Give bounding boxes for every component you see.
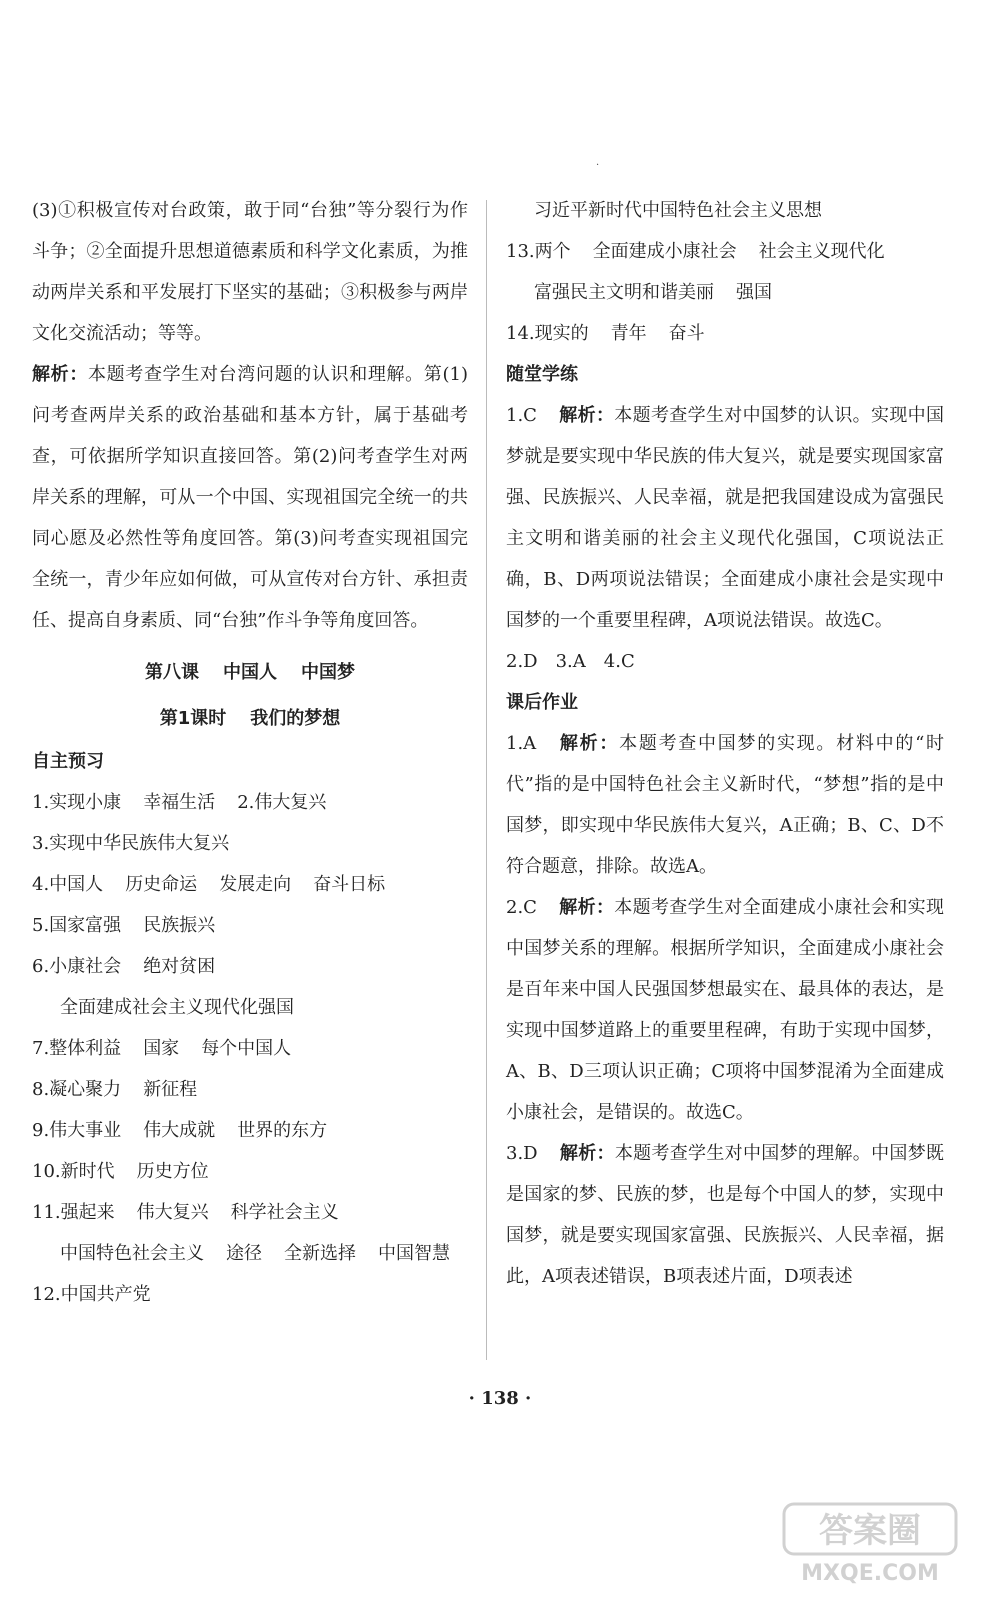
answer-item: 1.C 解析：本题考查学生对中国梦的认识。实现中国梦就是要实现中华民族的伟大复兴，就是要实现国家富强、民族振兴、人民幸福，就是把我国建设成为富强民主文明和谐美丽的社会主义现代化强国，C项说法正确，B、D两项说法错误；全面建成小康社会是实现中国梦的一个重要里程碑，A项说法错误。故选C。 xyxy=(506,405,944,631)
svg-text:MXQE.COM: MXQE.COM xyxy=(801,1561,939,1586)
watermark-logo xyxy=(780,1498,960,1588)
analysis-paragraph xyxy=(32,354,468,641)
answer-3: (3)①积极宣传对台政策，敢于同“台独”等分裂行为作斗争；②全面提升思想道德素质和科学文化素质，为推动两岸关系和平发展打下坚实的基础；③积极参与两岸文化交流活动；等等。 xyxy=(32,200,468,344)
answer-item: 1.A 解析：本题考查中国梦的实现。材料中的“时代”指的是中国特色社会主义新时代，“梦想”指的是中国梦，即实现中华民族伟大复兴，A正确；B、C、D不符合题意，排除。故选A。 xyxy=(506,733,944,877)
list-item: 7.整体利益 国家 每个中国人 xyxy=(32,1038,292,1059)
column-divider xyxy=(486,200,487,1360)
left-column xyxy=(32,190,468,1315)
list-item: 14.现实的 青年 奋斗 xyxy=(506,323,705,344)
section-heading: 课后作业 xyxy=(506,692,578,713)
page-number: · 138 · xyxy=(468,1388,532,1409)
list-item: 11.强起来 伟大复兴 科学社会主义 xyxy=(32,1202,339,1223)
list-item: 5.国家富强 民族振兴 xyxy=(32,915,216,936)
list-item: 12.中国共产党 xyxy=(32,1284,151,1305)
lesson-title-part: 中国人 xyxy=(223,662,277,683)
period-title xyxy=(32,697,468,741)
list-item: 8.凝心聚力 新征程 xyxy=(32,1079,198,1100)
list-item: 10.新时代 历史方位 xyxy=(32,1161,209,1182)
list-item: 3.实现中华民族伟大复兴 xyxy=(32,833,230,854)
list-item: 富强民主文明和谐美丽 强国 xyxy=(534,282,772,303)
answer-item: 2.C 解析：本题考查学生对全面建成小康社会和实现中国梦关系的理解。根据所学知识，全面建成小康社会是百年来中国人民强国梦想最实在、最具体的表达，是实现中国梦道路上的重要里程碑，有助于实现中国梦，A、B、D三项认识正确；C项将中国梦混淆为全面建成小康社会，是错误的。故选C。 xyxy=(506,897,944,1123)
svg-text:答案圈: 答案圈 xyxy=(819,1511,921,1551)
section-heading: 随堂学练 xyxy=(506,364,578,385)
period-name: 我们的梦想 xyxy=(250,708,341,729)
list-item: 全面建成社会主义现代化强国 xyxy=(60,997,294,1018)
list-item: 1.实现小康 幸福生活 2.伟大复兴 xyxy=(32,792,327,813)
lesson-title-part: 中国梦 xyxy=(301,662,355,683)
answer-item: 2.D 3.A 4.C xyxy=(506,651,635,672)
list-item: 4.中国人 历史命运 发展走向 奋斗日标 xyxy=(32,874,386,895)
answer-item: 3.D 解析：本题考查学生对中国梦的理解。中国梦既是国家的梦、民族的梦，也是每个中国人的梦，实现中国梦，就是要实现国家富强、民族振兴、人民幸福，据此，A项表述错误，B项表述片面，D项表述 xyxy=(506,1143,944,1287)
lesson-title xyxy=(32,649,468,697)
list-item: 9.伟大事业 伟大成就 世界的东方 xyxy=(32,1120,328,1141)
analysis-text: 本题考查学生对台湾问题的认识和理解。第(1)问考查两岸关系的政治基础和基本方针，属于基础考查，可依据所学知识直接回答。第(2)问考查学生对两岸关系的理解，可从一个中国、实现祖国完全统一的共同心愿及必然性等角度回答。第(3)问考查实现祖国完全统一，青少年应如何做，可从宣传对台方针、承担责任、提高自身素质、同“台独”作斗争等角度回答。 xyxy=(32,364,469,631)
section-heading: 自主预习 xyxy=(32,751,104,772)
list-item: 中国特色社会主义 途径 全新选择 中国智慧 xyxy=(60,1243,450,1264)
list-item: 习近平新时代中国特色社会主义思想 xyxy=(534,200,822,221)
lesson-number: 第八课 xyxy=(145,662,199,683)
list-item: 13.两个 全面建成小康社会 社会主义现代化 xyxy=(506,241,885,262)
analysis-label: 解析： xyxy=(32,364,88,385)
stray-dot: · xyxy=(596,160,600,171)
list-item: 6.小康社会 绝对贫困 xyxy=(32,956,216,977)
right-column xyxy=(506,190,944,1297)
period-number: 第1课时 xyxy=(159,708,227,729)
